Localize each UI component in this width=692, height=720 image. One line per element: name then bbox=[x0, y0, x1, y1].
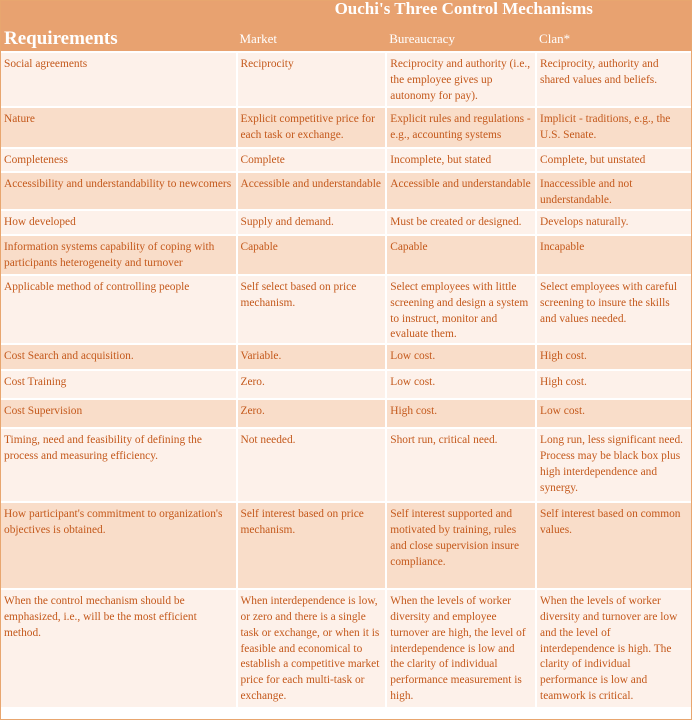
clan-cell: High cost. bbox=[536, 344, 691, 370]
bureaucracy-cell: Must be created or designed. bbox=[386, 210, 536, 235]
table-row bbox=[1, 589, 691, 707]
table-row bbox=[1, 275, 691, 344]
market-cell: Capable bbox=[237, 235, 387, 275]
control-mechanisms-table bbox=[1, 1, 691, 707]
requirement-cell: Applicable method of controlling people bbox=[1, 275, 237, 344]
bureaucracy-cell: High cost. bbox=[386, 399, 536, 428]
bureaucracy-cell: Accessible and understandable bbox=[386, 172, 536, 210]
bureaucracy-cell: Low cost. bbox=[386, 344, 536, 370]
market-cell: Variable. bbox=[237, 344, 387, 370]
table-row bbox=[1, 107, 691, 148]
bureaucracy-cell: Capable bbox=[386, 235, 536, 275]
market-cell: Self interest based on price mechanism. bbox=[237, 502, 387, 589]
clan-cell: Develops naturally. bbox=[536, 210, 691, 235]
requirement-cell: Completeness bbox=[1, 148, 237, 172]
bureaucracy-cell: Select employees with little screening and design a system to instruct, monitor and evaluate them. bbox=[386, 275, 536, 344]
clan-cell: Inaccessible and not understandable. bbox=[536, 172, 691, 210]
clan-cell: Long run, less significant need. Process may be black box plus high interdependence and synergy. bbox=[536, 428, 691, 502]
clan-cell: High cost. bbox=[536, 370, 691, 399]
requirement-cell: Social agreements bbox=[1, 52, 237, 107]
requirement-cell: Timing, need and feasibility of defining the process and measuring efficiency. bbox=[1, 428, 237, 502]
requirement-cell: Cost Supervision bbox=[1, 399, 237, 428]
clan-cell: Incapable bbox=[536, 235, 691, 275]
clan-cell: Complete, but unstated bbox=[536, 148, 691, 172]
table-row bbox=[1, 399, 691, 428]
table-row bbox=[1, 370, 691, 399]
market-cell: Zero. bbox=[237, 399, 387, 428]
market-cell: Self select based on price mechanism. bbox=[237, 275, 387, 344]
clan-cell: Self interest based on common values. bbox=[536, 502, 691, 589]
bureaucracy-header: Bureaucracy bbox=[386, 26, 536, 52]
bureaucracy-cell: Self interest supported and motivated by training, rules and close supervision insure compliance. bbox=[386, 502, 536, 589]
table-title: Ouchi's Three Control Mechanisms bbox=[237, 1, 692, 26]
clan-cell: Select employees with careful screening to insure the skills and values needed. bbox=[536, 275, 691, 344]
header-row bbox=[1, 26, 691, 52]
market-cell: Not needed. bbox=[237, 428, 387, 502]
requirement-cell: How developed bbox=[1, 210, 237, 235]
requirement-cell: How participant's commitment to organization's objectives is obtained. bbox=[1, 502, 237, 589]
market-cell: Accessible and understandable bbox=[237, 172, 387, 210]
market-header: Market bbox=[237, 26, 387, 52]
market-cell: Supply and demand. bbox=[237, 210, 387, 235]
clan-header: Clan* bbox=[536, 26, 691, 52]
table-row bbox=[1, 344, 691, 370]
table-row bbox=[1, 502, 691, 589]
table-row bbox=[1, 52, 691, 107]
bureaucracy-cell: When the levels of worker diversity and employee turnover are high, the level of interdependence is low and the clarity of individual performance measurement is high. bbox=[386, 589, 536, 707]
market-cell: When interdependence is low, or zero and there is a single task or exchange, or when it is feasible and economical to establish a competitive market price for each multi-task or exchange. bbox=[237, 589, 387, 707]
bureaucracy-cell: Short run, critical need. bbox=[386, 428, 536, 502]
table-row bbox=[1, 235, 691, 275]
requirement-cell: Cost Search and acquisition. bbox=[1, 344, 237, 370]
requirement-cell: Cost Training bbox=[1, 370, 237, 399]
requirement-cell: When the control mechanism should be emphasized, i.e., will be the most efficient method. bbox=[1, 589, 237, 707]
clan-cell: Implicit - traditions, e.g., the U.S. Senate. bbox=[536, 107, 691, 148]
bureaucracy-cell: Low cost. bbox=[386, 370, 536, 399]
bureaucracy-cell: Incomplete, but stated bbox=[386, 148, 536, 172]
market-cell: Zero. bbox=[237, 370, 387, 399]
bureaucracy-cell: Explicit rules and regulations - e.g., accounting systems bbox=[386, 107, 536, 148]
clan-cell: Reciprocity, authority and shared values and beliefs. bbox=[536, 52, 691, 107]
requirements-header: Requirements bbox=[1, 26, 237, 52]
requirement-cell: Nature bbox=[1, 107, 237, 148]
requirement-cell: Information systems capability of coping with participants heterogeneity and turnover bbox=[1, 235, 237, 275]
title-row bbox=[1, 1, 691, 26]
clan-cell: When the levels of worker diversity and turnover are low and the level of interdependence is high. The clarity of individual performance is low and teamwork is critical. bbox=[536, 589, 691, 707]
market-cell: Explicit competitive price for each task or exchange. bbox=[237, 107, 387, 148]
bureaucracy-cell: Reciprocity and authority (i.e., the employee gives up autonomy for pay). bbox=[386, 52, 536, 107]
market-cell: Complete bbox=[237, 148, 387, 172]
market-cell: Reciprocity bbox=[237, 52, 387, 107]
clan-cell: Low cost. bbox=[536, 399, 691, 428]
table-row bbox=[1, 148, 691, 172]
requirement-cell: Accessibility and understandability to newcomers bbox=[1, 172, 237, 210]
table-row bbox=[1, 172, 691, 210]
table-row bbox=[1, 428, 691, 502]
table-row bbox=[1, 210, 691, 235]
